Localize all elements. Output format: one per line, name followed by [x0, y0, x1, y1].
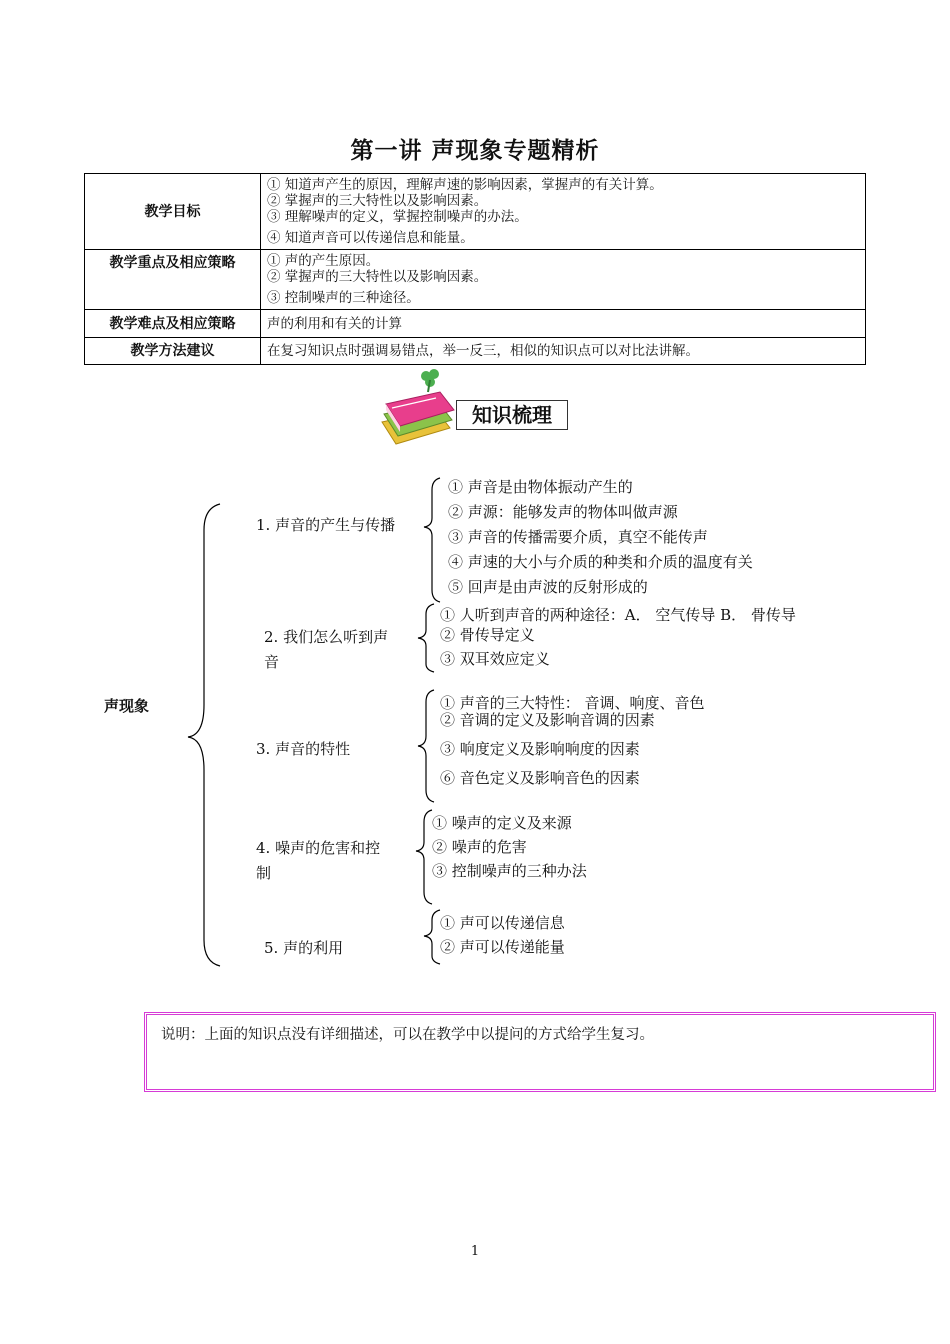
page-title: 第一讲 声现象专题精析 — [350, 138, 600, 164]
row-content — [261, 338, 866, 365]
list-item: ③ 响度定义及影响响度的因素 — [440, 740, 640, 758]
row-header: 教学目标 — [85, 174, 261, 250]
content-line: ④ 知道声音可以传递信息和能量。 — [267, 230, 474, 246]
list-item: ③ 声音的传播需要介质，真空不能传声 — [448, 528, 708, 546]
content-line: ② 掌握声的三大特性以及影响因素。 — [267, 269, 488, 285]
branch-label: 制 — [256, 864, 272, 882]
table-row — [85, 174, 866, 250]
content-line: ③ 控制噪声的三种途径。 — [267, 290, 420, 306]
content-line: ③ 理解噪声的定义，掌握控制噪声的办法。 — [267, 209, 528, 225]
note-box — [144, 1012, 936, 1092]
list-item: ⑥ 音色定义及影响音色的因素 — [440, 769, 640, 787]
list-item: ② 音调的定义及影响音调的因素 — [440, 711, 655, 729]
branch-label: 1. 声音的产生与传播 — [256, 516, 396, 534]
list-item: ① 噪声的定义及来源 — [432, 814, 572, 832]
table-row — [85, 338, 866, 365]
content-line: ② 掌握声的三大特性以及影响因素。 — [267, 193, 488, 209]
branch-label: 4. 噪声的危害和控 — [256, 839, 381, 857]
list-item: ④ 声速的大小与介质的种类和介质的温度有关 — [448, 553, 753, 571]
row-content — [261, 310, 866, 338]
row-header: 教学难点及相应策略 — [85, 310, 261, 338]
row-header: 教学重点及相应策略 — [85, 250, 261, 310]
teaching-plan-table — [84, 173, 866, 365]
root-brace — [188, 504, 220, 966]
content-line: ① 声的产生原因。 — [267, 253, 380, 269]
branch-label: 2. 我们怎么听到声 — [264, 628, 389, 646]
branch-label: 5. 声的利用 — [264, 939, 344, 957]
list-item: ② 声可以传递能量 — [440, 938, 565, 956]
branch-label: 音 — [264, 653, 280, 671]
list-item: ② 骨传导定义 — [440, 626, 535, 644]
row-content — [261, 174, 866, 250]
list-item: ① 声音是由物体振动产生的 — [448, 478, 633, 496]
tree-root: 声现象 — [104, 697, 150, 715]
list-item: ③ 双耳效应定义 — [440, 650, 550, 668]
table-row — [85, 310, 866, 338]
page-number: 1 — [470, 1244, 480, 1259]
list-item: ② 声源：能够发声的物体叫做声源 — [448, 503, 678, 521]
content-line: 声的利用和有关的计算 — [267, 315, 402, 332]
list-item: ③ 控制噪声的三种办法 — [432, 862, 587, 880]
list-item: ① 声音的三大特性： 音调、响度、音色 — [440, 694, 705, 712]
list-item: ⑤ 回声是由声波的反射形成的 — [448, 578, 648, 596]
table-row — [85, 250, 866, 310]
list-item: ① 声可以传递信息 — [440, 914, 565, 932]
note-text: 说明：上面的知识点没有详细描述，可以在教学中以提问的方式给学生复习。 — [161, 1027, 654, 1043]
content-line: 在复习知识点时强调易错点，举一反三，相似的知识点可以对比法讲解。 — [267, 343, 699, 359]
content-line: ① 知道声产生的原因，理解声速的影响因素，掌握声的有关计算。 — [267, 177, 663, 193]
row-header: 教学方法建议 — [85, 338, 261, 365]
branch-label: 3. 声音的特性 — [256, 740, 351, 758]
section-badge: 知识梳理 — [456, 400, 568, 430]
list-item: ② 噪声的危害 — [432, 838, 527, 856]
list-item: ① 人听到声音的两种途径：A． 空气传导 B． 骨传导 — [440, 606, 796, 624]
row-content — [261, 250, 866, 310]
